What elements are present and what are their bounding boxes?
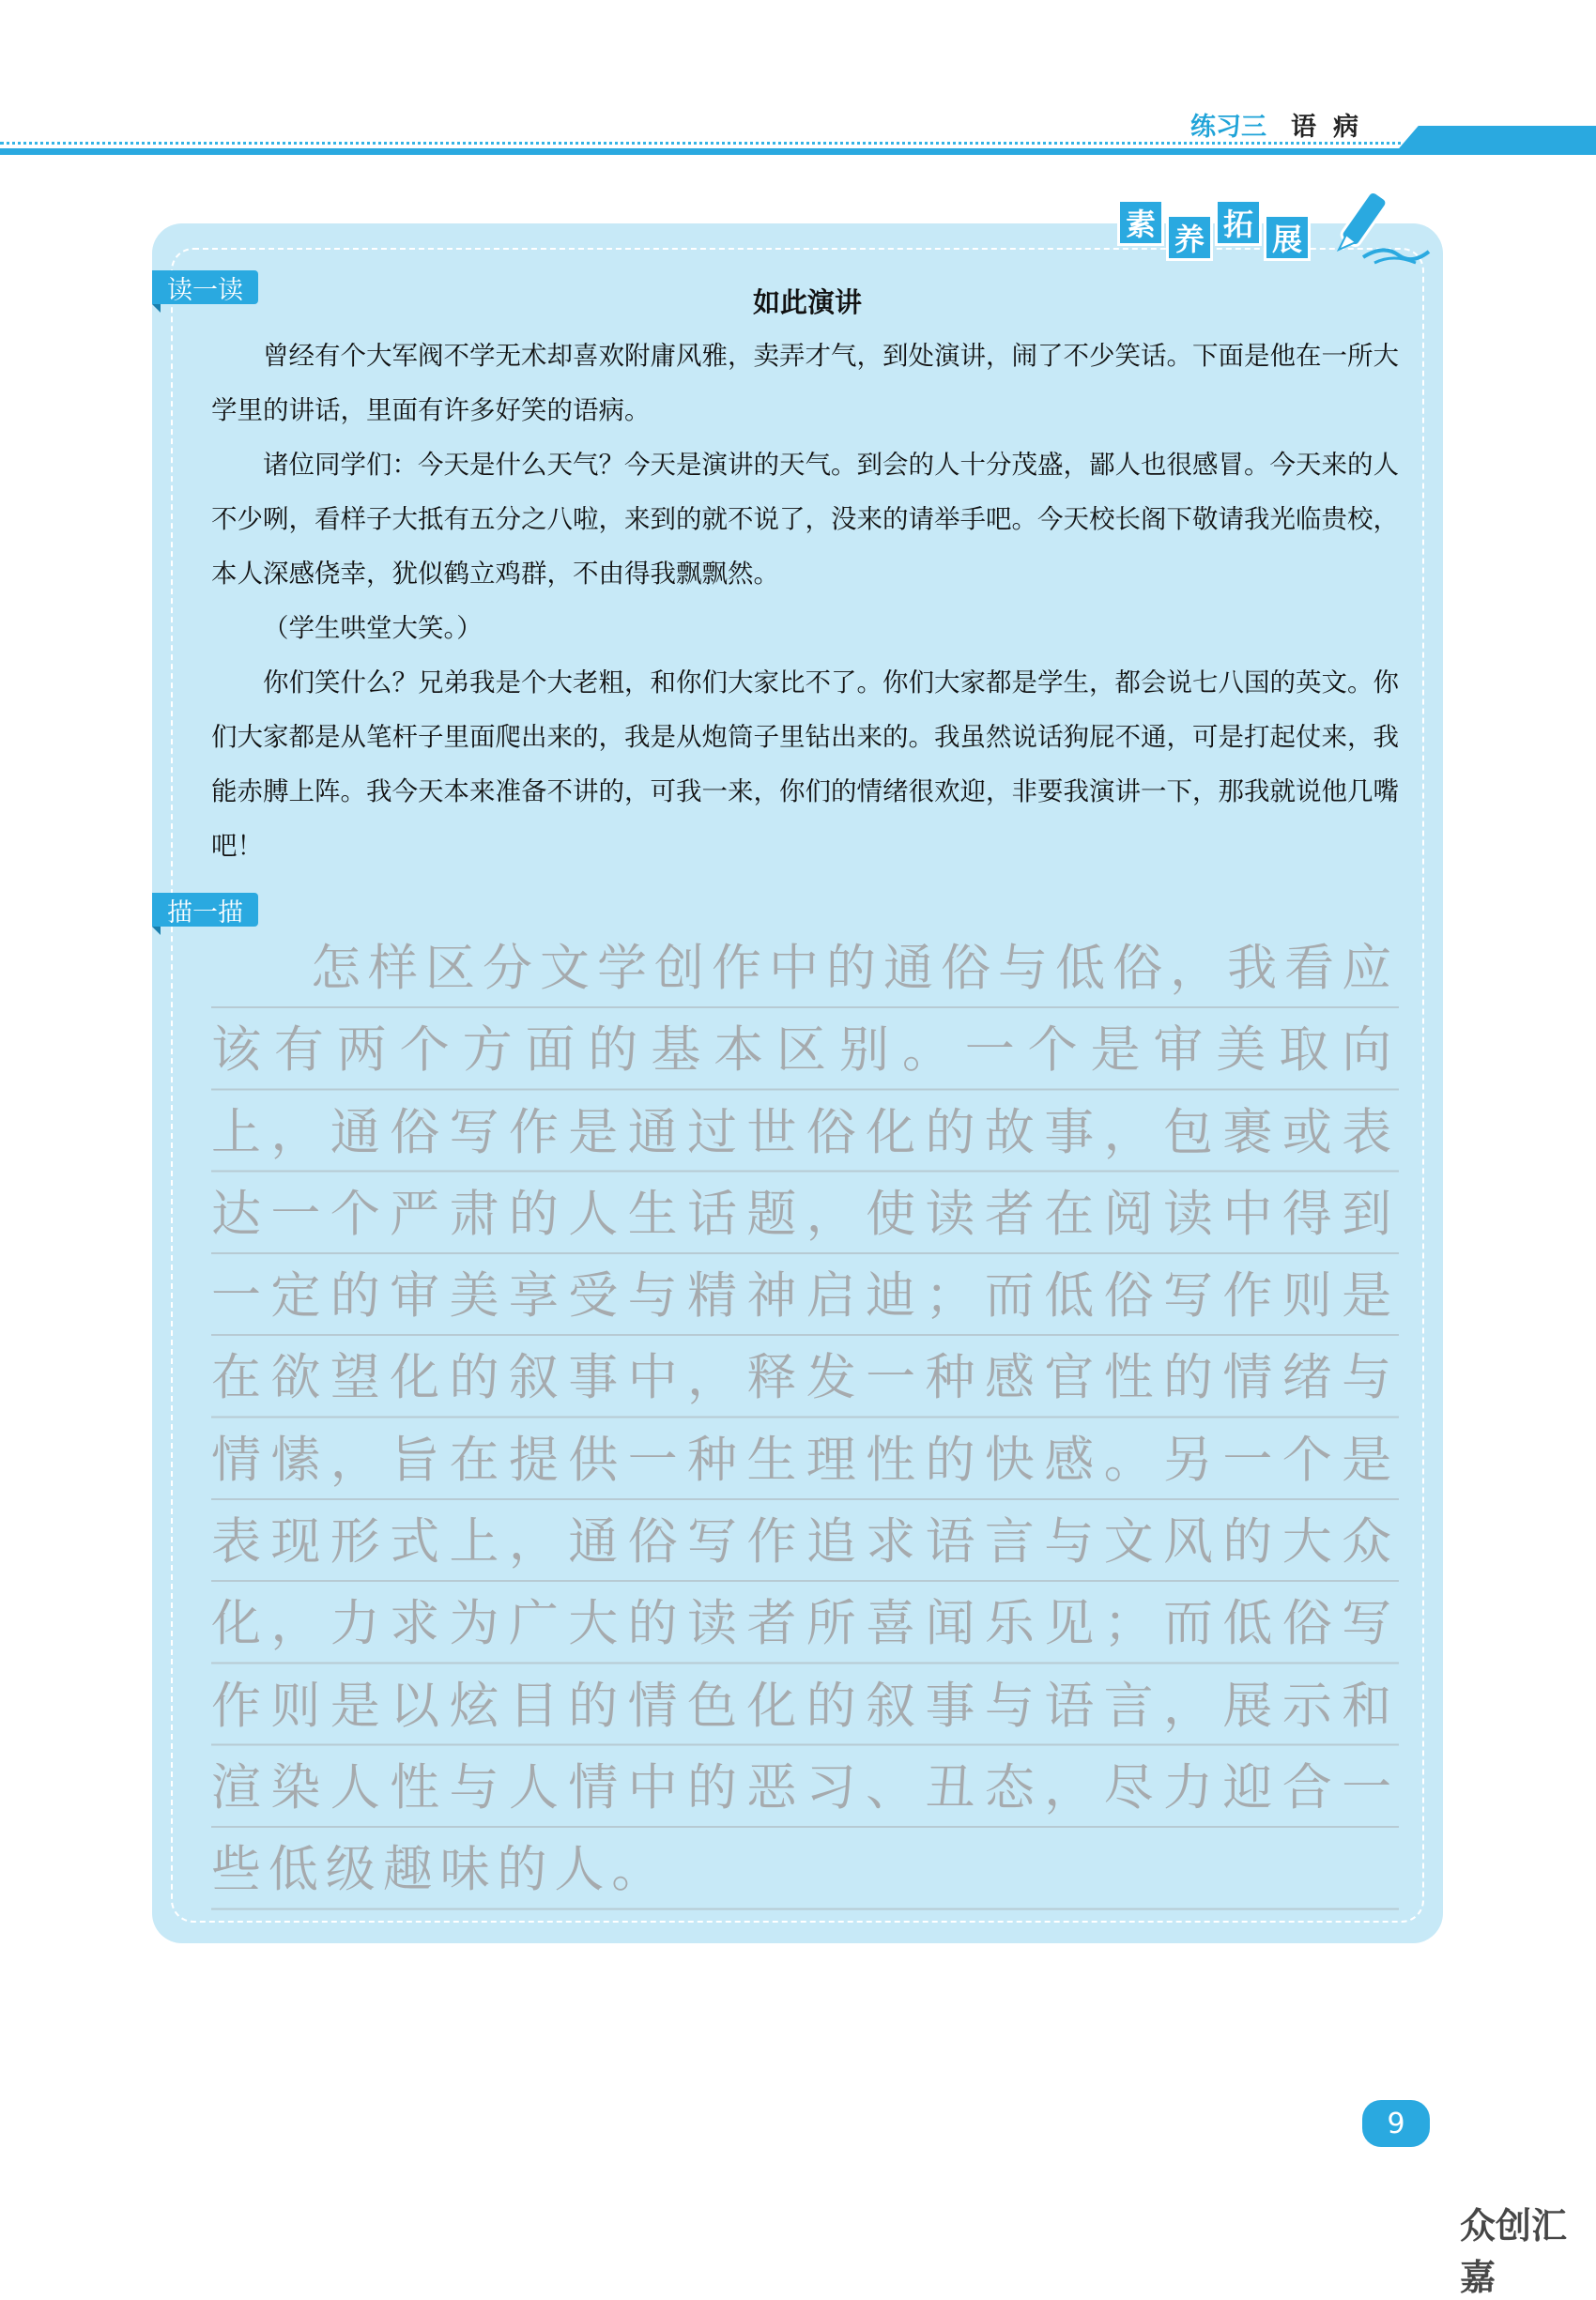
article-body [211, 329, 1399, 873]
article-title: 如此演讲 [752, 286, 862, 318]
article-paragraph-3: （学生哄堂大笑。） [263, 613, 483, 643]
page-number: 9 [1362, 2100, 1430, 2147]
header-section-label: 练习三 [1190, 112, 1266, 142]
trace-practice-text [211, 928, 1399, 1911]
article-paragraph-1: 曾经有个大军阀不学无术却喜欢附庸风雅，卖弄才气，到处演讲，闹了不少笑话。下面是他在一所大学里的讲话，里面有许多好笑的语病。 [211, 341, 1399, 425]
running-header [1190, 105, 1375, 143]
header-topic-label: 语病 [1291, 112, 1375, 142]
section-badge [1117, 197, 1441, 277]
article-paragraph-4: 你们笑什么？兄弟我是个大老粗，和你们大家比不了。你们大家都是学生，都会说七八国的英文。你们大家都是从笔杆子里面爬出来的，我是从炮筒子里钻出来的。我虽然说话狗屁不通，可是打起仗来，我能赤膊上阵。我今天本来准备不讲的，可我一来，你们的情绪很欢迎，非要我演讲一下，那我就说他几嘴吧！ [211, 667, 1399, 861]
read-section-label: 读一读 [152, 270, 258, 304]
trace-section-label: 描一描 [152, 893, 258, 927]
trace-paragraph: 怎样区分文学创作中的通俗与低俗，我看应该有两个方面的基本区别。一个是审美取向上，通俗写作是通过世俗化的故事，包裹或表达一个严肃的人生话题，使读者在阅读中得到一定的审美享受与精神启迪；而低俗写作则是在欲望化的叙事中，释发一种感官性的情绪与情愫，旨在提供一种生理性的快感。另一个是表现形式上，通俗写作追求语言与文风的大众化，力求为广大的读者所喜闻乐见；而低俗写作则是以炫目的情色化的叙事与语言，展示和渲染人性与人情中的恶习、丑态，尽力迎合一些低级趣味的人。 [211, 940, 1399, 1899]
watermark-logo: 众创汇嘉 [1460, 2205, 1568, 2298]
badge-char-4: 展 [1264, 214, 1311, 261]
pen-icon [1326, 176, 1438, 270]
badge-char-2: 养 [1166, 214, 1213, 261]
badge-char-1: 素 [1117, 199, 1164, 246]
header-rule [0, 148, 1596, 155]
badge-char-3: 拓 [1215, 199, 1262, 246]
article-paragraph-2: 诸位同学们：今天是什么天气？今天是演讲的天气。到会的人十分茂盛，鄙人也很感冒。今天来的人不少咧，看样子大抵有五分之八啦，来到的就不说了，没来的请举手吧。今天校长阁下敬请我光临贵校，本人深感侥幸，犹似鹤立鸡群，不由得我飘飘然。 [211, 450, 1399, 589]
